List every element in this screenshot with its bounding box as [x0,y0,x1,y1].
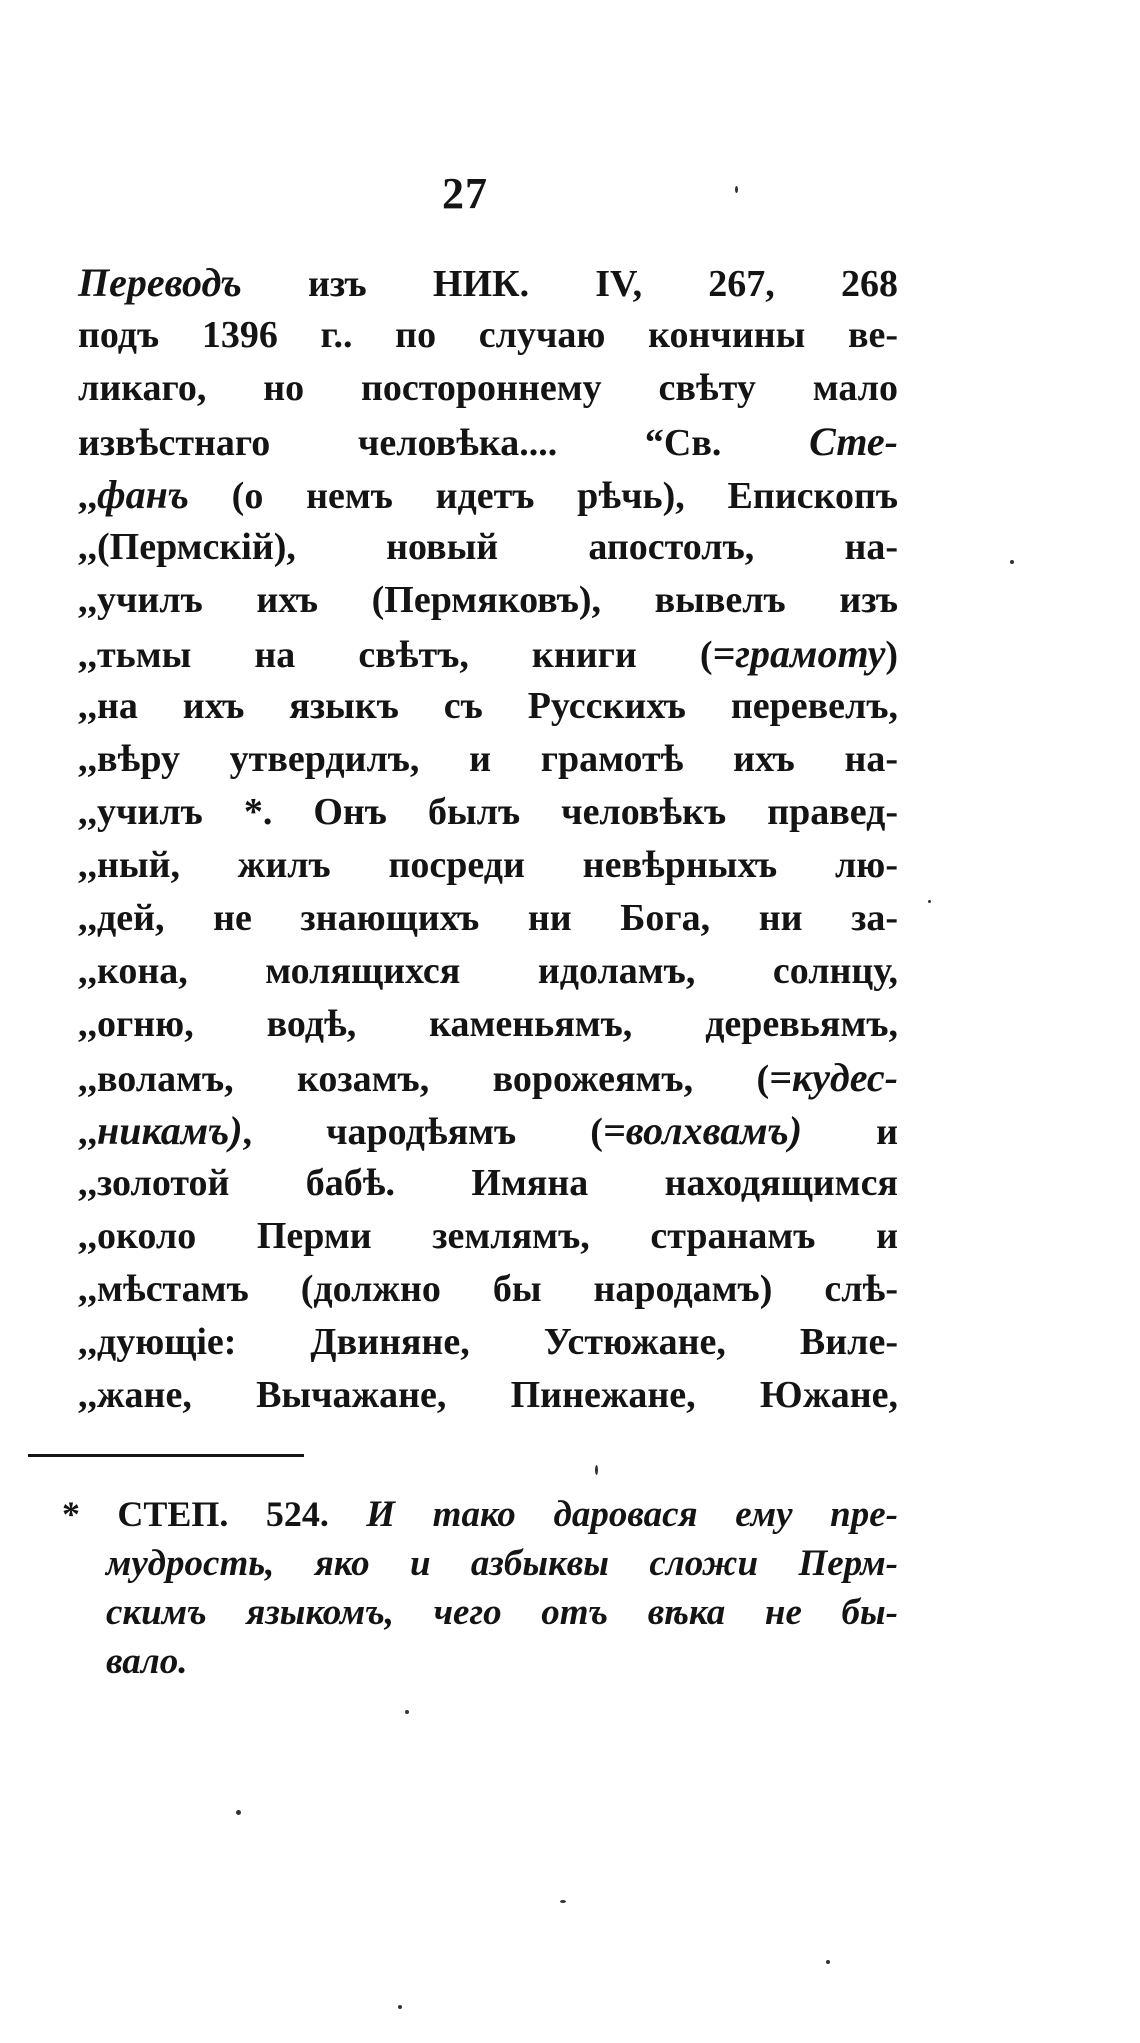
text-line [78,945,898,998]
text-line [78,892,898,945]
footnote-line [62,1637,898,1686]
text-segment: ,,училъ *. Онъ былъ человѣкъ правед- [78,791,898,833]
scan-speck [928,900,931,903]
text-segment: ,, [78,475,97,517]
text-line [78,1210,898,1263]
italic-segment: =грамоту [712,631,886,676]
italic-segment: И тако даровася ему пре- [366,1494,898,1535]
text-segment: (о немъ идетъ рѣчь), Епископъ [188,475,898,517]
footnote-line [62,1490,898,1539]
text-segment: и [802,1111,898,1153]
italic-segment: Переводъ [78,260,242,305]
text-segment: ) [885,634,898,676]
scan-speck [1010,560,1014,564]
text-line [78,1157,898,1210]
text-line [78,415,898,468]
text-segment: ,,училъ ихъ (Пермяковъ), вывелъ изъ [78,579,898,621]
text-segment: ,,(Пермскій), новый апостолъ, на- [78,526,898,568]
text-segment: ,,дующіе: Двиняне, Устюжане, Виле- [78,1321,898,1363]
text-line [78,998,898,1051]
text-line [78,256,898,309]
text-line [78,468,898,521]
footnote-line [62,1539,898,1588]
scan-speck [595,1465,598,1475]
italic-segment: =волхвамъ) [602,1108,803,1153]
text-segment: ,,огню, водѣ, каменьямъ, деревьямъ, [78,1003,898,1045]
scan-speck [405,1710,409,1714]
text-segment: подъ 1396 г.. по случаю кончины ве- [78,314,898,356]
scan-speck [236,1810,241,1815]
text-line [78,680,898,733]
text-segment: ,,около Перми землямъ, странамъ и [78,1215,898,1257]
text-segment: ,,дей, не знающихъ ни Бога, ни за- [78,897,898,939]
text-line [78,574,898,627]
text-line [78,362,898,415]
italic-segment: Сте- [809,419,898,464]
text-line [78,1316,898,1369]
scan-speck [735,186,738,193]
text-line [78,1051,898,1104]
text-line [78,1369,898,1422]
text-segment: ,, [78,1111,97,1153]
italic-segment: скимъ языкомъ, чего отъ вѣка не бы- [106,1592,898,1633]
text-segment: ,,жане, Вычажане, Пинежане, Южане, [78,1374,898,1416]
text-line [78,733,898,786]
italic-segment: мудрость, яко и азбыквы сложи Перм- [106,1543,898,1584]
text-segment: , чародѣямъ ( [242,1111,603,1153]
footnote-divider [28,1454,304,1457]
footnote [62,1490,898,1686]
scan-speck [398,2005,402,2009]
text-segment: ,,вѣру утвердилъ, и грамотѣ ихъ на- [78,738,898,780]
italic-segment: никамъ) [97,1108,243,1153]
text-line [78,521,898,574]
text-segment: ,,золотой бабѣ. Имяна находящимся [78,1162,898,1204]
text-line [78,627,898,680]
text-line [78,309,898,362]
italic-segment: =кудес- [769,1055,898,1100]
scan-speck [826,1960,830,1964]
text-segment: ,,на ихъ языкъ съ Русскихъ перевелъ, [78,685,898,727]
text-segment: ,,мѣстамъ (должно бы народамъ) слѣ- [78,1268,898,1310]
text-segment: ,,тьмы на свѣтъ, книги ( [78,634,713,676]
text-line [78,1263,898,1316]
text-segment: извѣстнаго человѣка.... “Св. [78,422,810,464]
body-text [78,256,898,1422]
italic-segment: фанъ [97,472,189,517]
page-number: 27 [442,169,488,218]
italic-segment: вало. [106,1641,188,1682]
text-line [78,839,898,892]
text-segment: ,,воламъ, козамъ, ворожеямъ, ( [78,1058,770,1100]
footnote-line [62,1588,898,1637]
text-segment: ,,кона, молящихся идоламъ, солнцу, [78,950,898,992]
scan-speck [560,1900,566,1903]
text-segment: * СТЕП. 524. [62,1494,367,1534]
text-line [78,786,898,839]
text-segment: ликаго, но постороннему свѣту мало [78,367,898,409]
text-line [78,1104,898,1157]
text-segment: изъ НИК. IV, 267, 268 [241,263,898,305]
text-segment: ,,ный, жилъ посреди невѣрныхъ лю- [78,844,898,886]
